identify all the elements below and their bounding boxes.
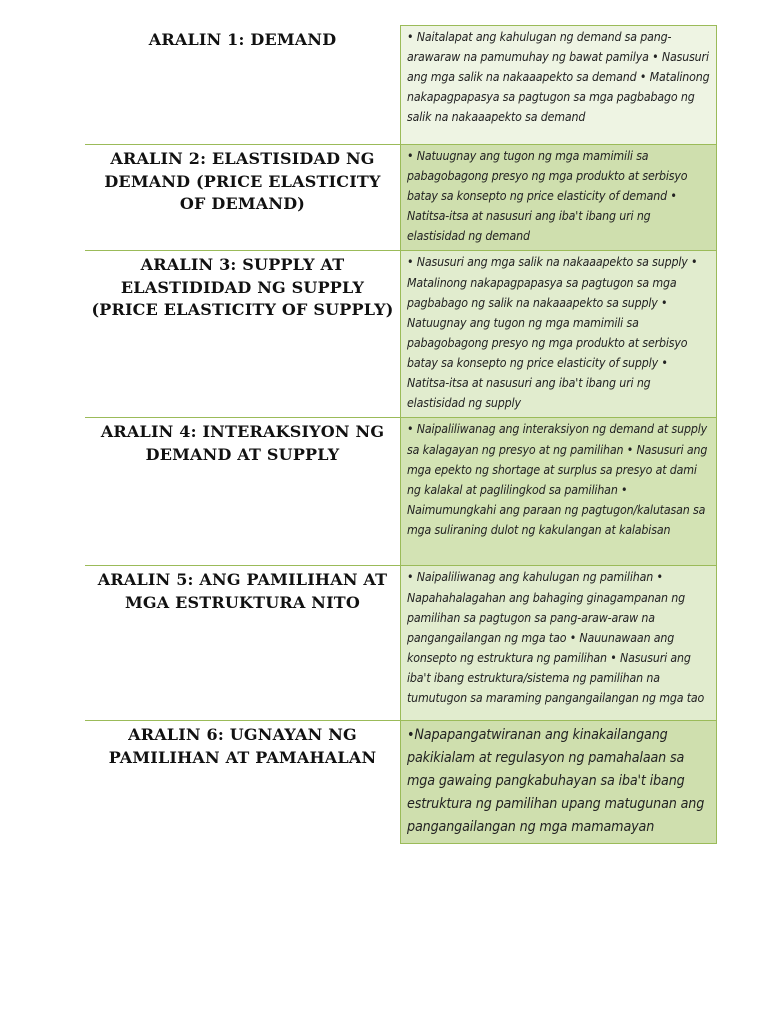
lesson-description-cell	[401, 145, 717, 251]
lesson-row	[85, 721, 717, 844]
lesson-title: ARALIN 1: DEMAND	[148, 29, 337, 49]
lesson-title-cell	[85, 145, 401, 251]
lesson-title-cell	[85, 418, 401, 566]
lesson-description-cell	[401, 721, 717, 844]
lesson-title-cell	[85, 566, 401, 721]
lesson-row	[85, 566, 717, 721]
lesson-description: •Napapangatwiranan ang kinakailangang pakikialam at regulasyon ng pamahalaan sa mga gawaing pangkabuhayan sa iba't ibang estruktura ng pamilihan upang matugunan ang pangangailangan ng mga mamamayan	[407, 727, 705, 836]
lesson-description: • Naipaliliwanag ang kahulugan ng pamilihan • Napahahalagahan ang bahaging ginagampanan ng pamilihan sa pagtugon sa pang-araw-araw na pangangailangan ng mga tao • Nauunawaan ang konsepto ng estruktura ng pamilihan • Nasusuri ang iba't ibang estruktura/sistema ng pamilihan na tumutugon sa maraming pangangailangan ng mga tao	[407, 570, 705, 706]
lesson-description: • Nasusuri ang mga salik na nakaaapekto sa supply • Matalinong nakapagpapasya sa pagtugon sa mga pagbabago ng salik na nakaaapekto sa supply • Natuugnay ang tugon ng mga mamimili sa pabagobagong presyo ng mga produkto at serbisyo batay sa konsepto ng price elasticity of supply • Natitsa-itsa at nasusuri ang iba't ibang uri ng elastisidad ng supply	[407, 255, 698, 411]
lessons-table	[85, 25, 717, 844]
lesson-row	[85, 418, 717, 566]
lesson-row	[85, 145, 717, 251]
lesson-row	[85, 251, 717, 418]
lesson-description: • Naipaliliwanag ang interaksiyon ng demand at supply sa kalagayan ng presyo at ng pamilihan • Nasusuri ang mga epekto ng shortage at surplus sa presyo at dami ng kalakal at paglilingkod sa pamilihan • Naimumungkahi ang paraan ng pagtugon/kalutasan sa mga suliraning dulot ng kakulangan at kalabisan	[407, 422, 708, 537]
lesson-title-cell	[85, 721, 401, 844]
lesson-title-cell	[85, 26, 401, 145]
lesson-title: ARALIN 6: UGNAYAN NG PAMILIHAN AT PAMAHALAN	[108, 725, 377, 767]
lesson-title: ARALIN 2: ELASTISIDAD NG DEMAND (PRICE ELASTICITY OF DEMAND)	[104, 149, 381, 213]
lesson-title: ARALIN 4: INTERAKSIYON NG DEMAND AT SUPPLY	[100, 422, 385, 464]
lesson-title: ARALIN 3: SUPPLY AT ELASTIDIDAD NG SUPPLY (PRICE ELASTICITY OF SUPPLY)	[91, 255, 394, 320]
lesson-title: ARALIN 5: ANG PAMILIHAN AT MGA ESTRUKTURA NITO	[97, 570, 388, 612]
lesson-description: • Naitalapat ang kahulugan ng demand sa pang-arawaraw na pamumuhay ng bawat pamilya • Nasusuri ang mga salik na nakaaapekto sa demand • Matalinong nakapagpapasya sa pagtugon sa mga pagbabago ng salik na nakaaapekto sa demand	[407, 30, 710, 125]
lesson-row	[85, 26, 717, 145]
lesson-title-cell	[85, 251, 401, 418]
lesson-description-cell	[401, 26, 717, 145]
lesson-description-cell	[401, 251, 717, 418]
lesson-description-cell	[401, 418, 717, 566]
lesson-description: • Natuugnay ang tugon ng mga mamimili sa pabagobagong presyo ng mga produkto at serbisyo batay sa konsepto ng price elasticity of demand • Natitsa-itsa at nasusuri ang iba't ibang uri ng elastisidad ng demand	[407, 149, 688, 244]
lesson-description-cell	[401, 566, 717, 721]
